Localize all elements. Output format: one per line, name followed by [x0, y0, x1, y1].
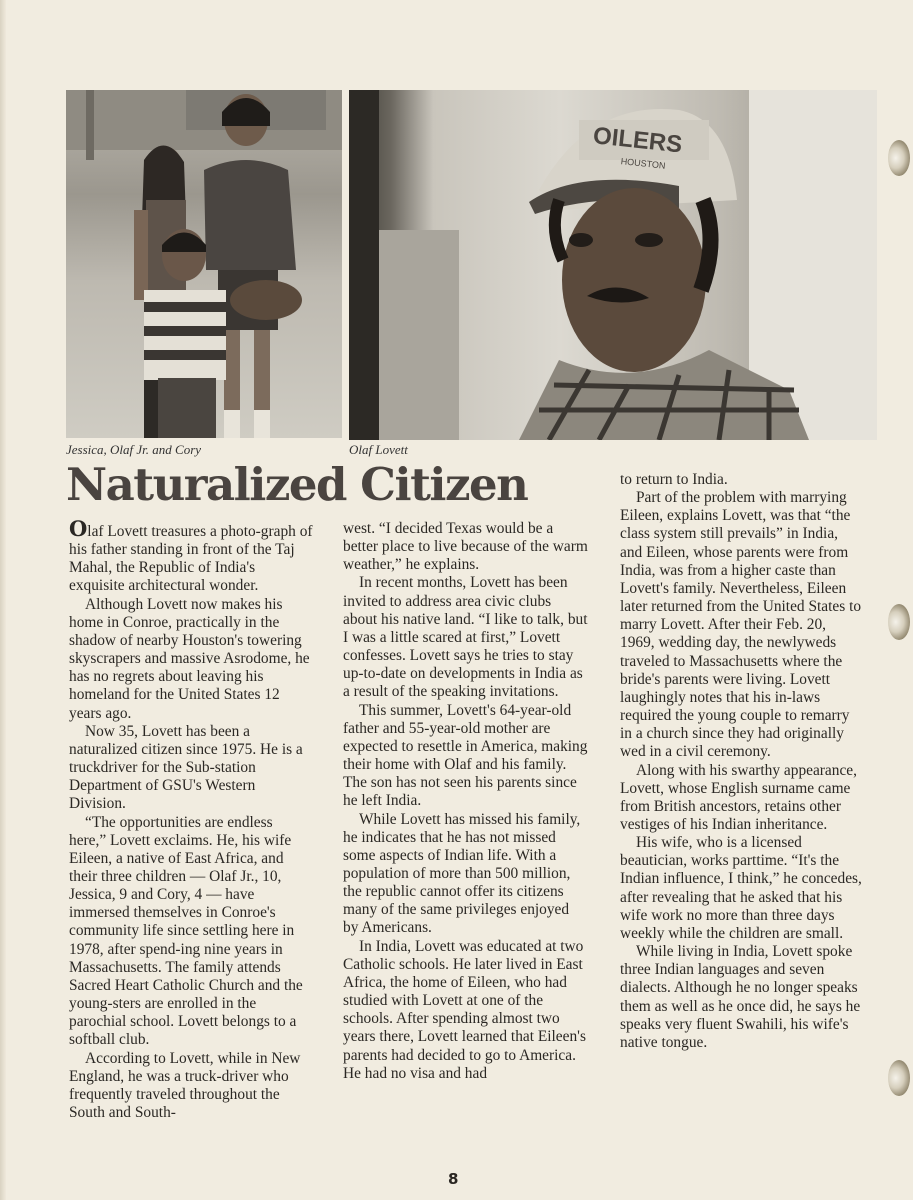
- paragraph: Now 35, Lovett has been a naturalized citizen since 1975. He is a truckdriver for the Sub-station Department of GSU's Western Division.: [69, 722, 303, 813]
- article-column-2: [343, 520, 588, 1083]
- drop-cap: O: [69, 516, 88, 541]
- paragraph: “The opportunities are endless here,” Lovett exclaims. He, his wife Eileen, a native of East Africa, and their three children — Olaf Jr., 10, Jessica, 9 and Cory, 4 — have immersed themselves in Conroe's community life since settling here in 1978, after spend-ing nine years in Massachusetts. The family attends Sacred Heart Catholic Church and the young-sters are enrolled in the parochial school. Lovett belongs to a softball club.: [69, 813, 303, 1049]
- paragraph: While Lovett has missed his family, he indicates that he has not missed some aspects of Indian life. With a population of more than 500 million, the republic cannot offer its citizens many of the same privileges enjoyed by Americans.: [343, 810, 581, 937]
- paragraph: This summer, Lovett's 64-year-old father and 55-year-old mother are expected to resettle in America, making their home with Olaf and his family. The son has not seen his parents since he left India.: [343, 701, 588, 810]
- paragraph: to return to India.: [620, 471, 728, 488]
- paragraph: west. “I decided Texas would be a better place to live because of the warm weather,” he explains.: [343, 520, 588, 574]
- page-edge: [0, 0, 6, 1200]
- paragraph: In recent months, Lovett has been invited to address area civic clubs about his native land. “I like to talk, but I was a little scared at first,” Lovett confesses. Lovett says he tries to stay up-to-date on developments in India as a result of the speaking invitations.: [343, 574, 588, 701]
- photo-children: [66, 90, 342, 438]
- binder-ring-middle: [888, 604, 910, 640]
- paragraph: Part of the problem with marrying Eileen, explains Lovett, was that “the class system still prevails” in India, and Eileen, whose parents were from India, was from a higher caste than Lovett's family. Nevertheless, Eileen later returned from the United States to marry Lovett. After their Feb. 20, 1969, wedding day, the newlyweds traveled to Massachusetts where the bride's parents were living. Lovett laughingly notes that his in-laws required the young couple to remarry in a church since they had originally wed in a civil ceremony.: [620, 489, 862, 761]
- photo-caption-children: Jessica, Olaf Jr. and Cory: [66, 442, 202, 457]
- photo-olaf-lovett: [349, 90, 877, 440]
- photo-olaf-illustration: [349, 90, 877, 440]
- paragraph: Along with his swarthy appearance, Lovett, whose English surname came from British ancestors, retains other vestiges of his Indian inheritance.: [620, 761, 857, 833]
- paragraph-text: laf Lovett treasures a photo-graph of his father standing in front of the Taj Mahal, the Republic of India's exquisite architectural wonder.: [69, 523, 313, 595]
- paragraph: [69, 516, 313, 596]
- paragraph: His wife, who is a licensed beautician, works parttime. “It's the Indian influence, I think,” he concedes, after revealing that he asked that his wife work no more than three days weekly while the children are small.: [620, 834, 862, 942]
- binder-ring-top: [888, 140, 910, 176]
- page-number: 8: [448, 1170, 459, 1188]
- paragraph: While living in India, Lovett spoke three Indian languages and seven dialects. Although he no longer speaks them as well as he once did, he says he speaks very fluent Swahili, his wife's native tongue.: [620, 943, 861, 1051]
- paragraph: According to Lovett, while in New England, he was a truck-driver who frequently traveled throughout the South and South-: [69, 1049, 301, 1121]
- article-column-1: [69, 516, 313, 1122]
- cap-logo: OILERS: [591, 122, 684, 159]
- photo-children-illustration: [66, 90, 342, 438]
- binder-ring-bottom: [888, 1060, 910, 1096]
- paragraph: In India, Lovett was educated at two Catholic schools. He later lived in East Africa, the home of Eileen, who had studied with Lovett at one of the schools. After spending almost two years there, Lovett learned that Eileen's parents had decided to go to America. He had no visa and had: [343, 937, 586, 1082]
- photo-caption-olaf: Olaf Lovett: [349, 442, 408, 457]
- article-headline: Naturalized Citizen: [66, 458, 528, 511]
- article-column-3: [620, 471, 864, 1052]
- cap-logo-sub: HOUSTON: [620, 156, 666, 171]
- paragraph: Although Lovett now makes his home in Conroe, practically in the shadow of nearby Houston's towering skyscrapers and massive Asrodome, he has no regrets about leaving his homeland for the United States 12 years ago.: [69, 595, 310, 722]
